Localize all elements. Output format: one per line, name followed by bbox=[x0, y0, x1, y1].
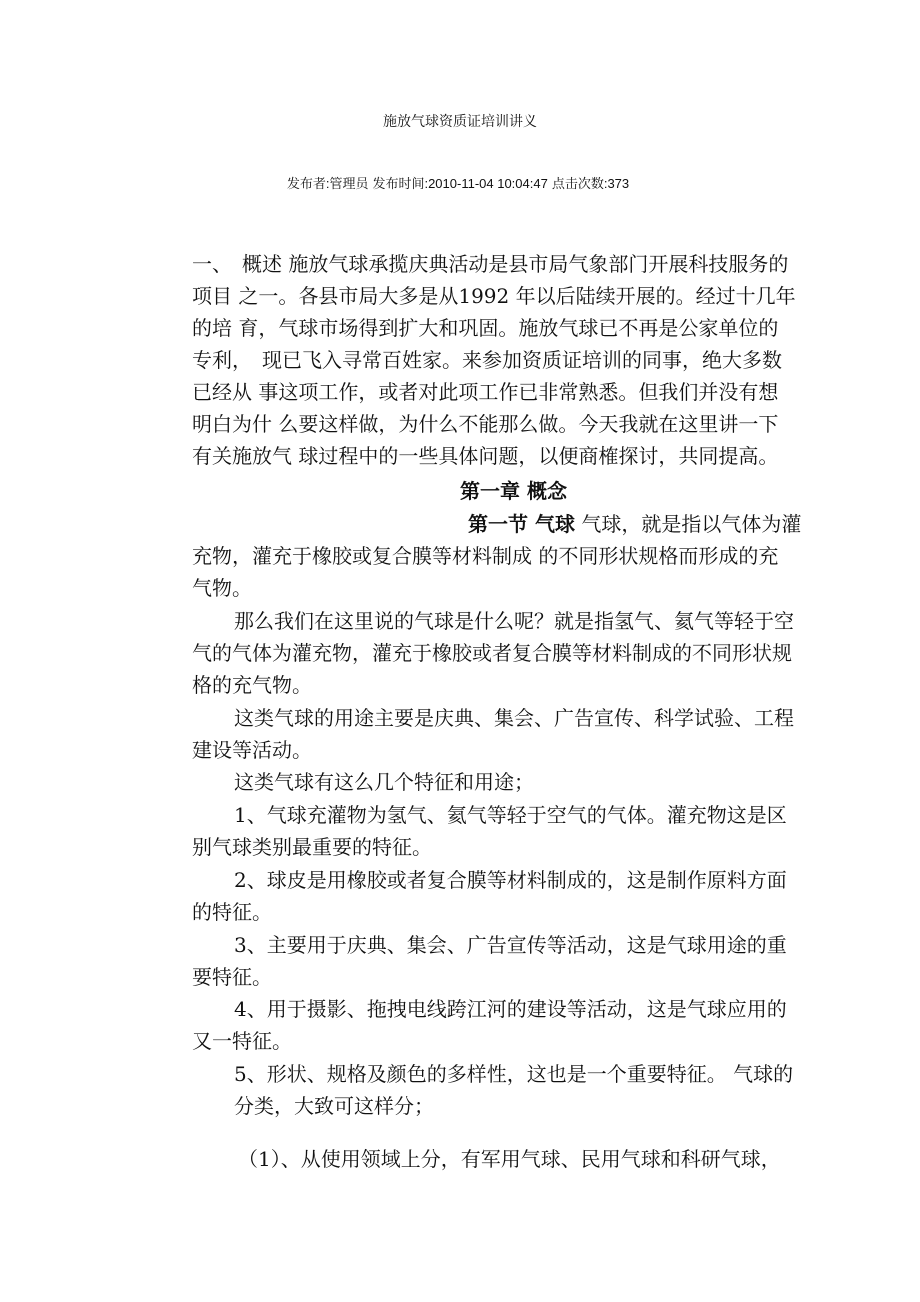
paragraph-line: 建设等活动。 bbox=[192, 738, 312, 762]
overview-line: 一、 概述 施放气球承揽庆典活动是县市局气象部门开展科技服务的 bbox=[192, 252, 789, 276]
overview-line: 专利， 现已飞入寻常百姓家。来参加资质证培训的同事，绝大多数 bbox=[192, 348, 782, 372]
paragraph-line: 格的充气物。 bbox=[192, 673, 312, 697]
list-item-line: 4、用于摄影、拖拽电线跨江河的建设等活动，这是气球应用的 bbox=[234, 997, 787, 1021]
overview-line: 的培 育，气球市场得到扩大和巩固。施放气球已不再是公家单位的 bbox=[192, 316, 779, 340]
paragraph-line: 那么我们在这里说的气球是什么呢？就是指氢气、氦气等轻于空 bbox=[234, 609, 794, 633]
overview-line: 已经从 事这项工作，或者对此项工作已非常熟悉。但我们并没有想 bbox=[192, 380, 779, 404]
paragraph-line: 这类气球的用途主要是庆典、集会、广告宣传、科学试验、工程 bbox=[234, 706, 794, 730]
document-title: 施放气球资质证培训讲义 bbox=[383, 114, 537, 130]
publisher: 发布者:管理员 bbox=[286, 176, 369, 191]
list-item-line: 的特征。 bbox=[192, 900, 272, 924]
definition-line: 充物，灌充于橡胶或复合膜等材料制成 的不同形状规格而形成的充 bbox=[192, 544, 779, 568]
paragraph-line: 这类气球有这么几个特征和用途； bbox=[234, 770, 534, 794]
overview-line: 有关施放气 球过程中的一些具体问题，以便商榷探讨，共同提高。 bbox=[192, 444, 779, 468]
publish-info bbox=[0, 173, 920, 192]
paragraph-line: 气的气体为灌充物，灌充于橡胶或者复合膜等材料制成的不同形状规 bbox=[192, 641, 792, 665]
section-line bbox=[468, 511, 858, 537]
list-item-line: 3、主要用于庆典、集会、广告宣传等活动，这是气球用途的重 bbox=[234, 933, 787, 957]
publish-time: 发布时间:2010-11-04 10:04:47 bbox=[372, 176, 548, 191]
overview-line: 项目 之一。各县市局大多是从1992 年以后陆续开展的。经过十几年 bbox=[192, 284, 796, 308]
list-item-line: 1、气球充灌物为氢气、氦气等轻于空气的气体。灌充物这是区 bbox=[234, 803, 787, 827]
classification-line: （1）、从使用领域上分，有军用气球、民用气球和科研气球， bbox=[238, 1147, 781, 1171]
click-count: 点击次数:373 bbox=[551, 176, 630, 191]
overview-line: 明白为什 么要这样做，为什么不能那么做。今天我就在这里讲一下 bbox=[192, 412, 779, 436]
section-heading: 第一节 气球 bbox=[468, 512, 575, 536]
list-item-line: 别气球类别最重要的特征。 bbox=[192, 835, 432, 859]
chapter-heading: 第一章 概念 bbox=[460, 479, 567, 503]
list-item-line: 又一特征。 bbox=[192, 1029, 292, 1053]
list-item-line: 2、球皮是用橡胶或者复合膜等材料制成的，这是制作原料方面 bbox=[234, 868, 787, 892]
definition-line: 气物。 bbox=[192, 576, 252, 600]
section-text: 气球，就是指以气体为灌 bbox=[574, 512, 802, 536]
list-item-line: 分类，大致可这样分； bbox=[234, 1094, 434, 1118]
list-item-line: 要特征。 bbox=[192, 965, 272, 989]
list-item-line: 5、形状、规格及颜色的多样性，这也是一个重要特征。 气球的 bbox=[234, 1062, 794, 1086]
